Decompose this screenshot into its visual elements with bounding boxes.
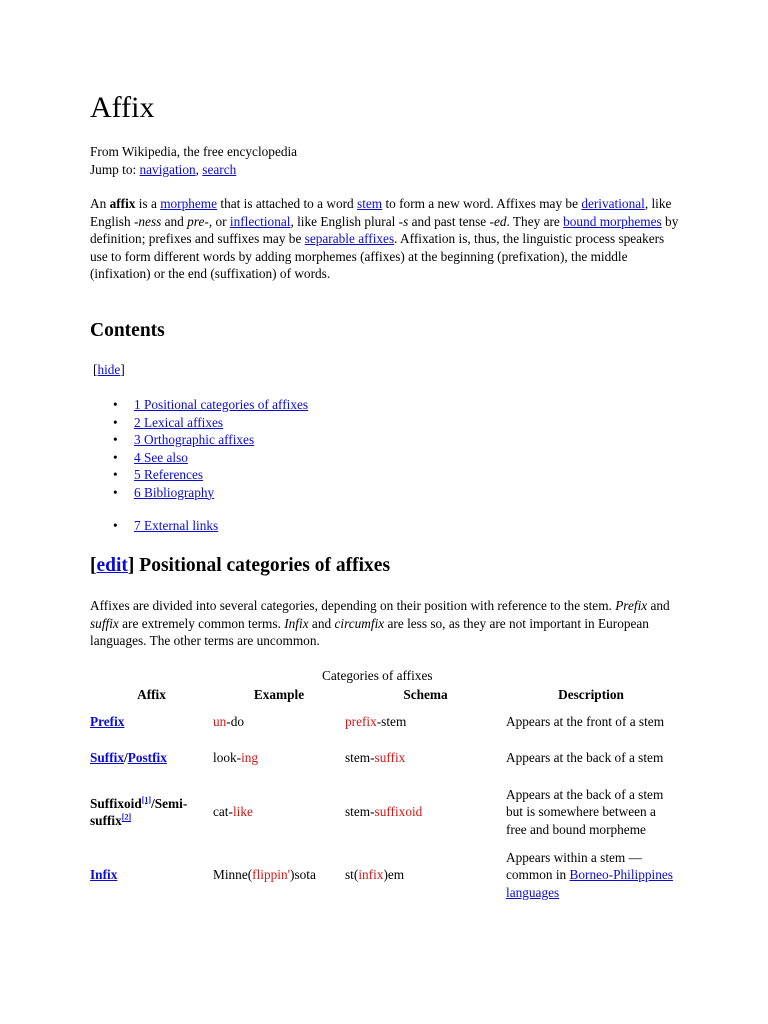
- example-cell: [213, 704, 345, 740]
- italic-term: suffix: [90, 615, 119, 631]
- italic-term: circumfix: [334, 615, 385, 631]
- jump-links: [90, 161, 297, 179]
- highlight: suffixoid: [374, 804, 423, 820]
- intro-paragraph: [90, 195, 680, 283]
- example-cell: [213, 848, 345, 902]
- toc-link-lexical[interactable]: 2 Lexical affixes: [134, 414, 224, 430]
- schema-cell: [345, 740, 506, 776]
- text: cat-: [213, 804, 233, 820]
- affix-cell: [90, 740, 213, 776]
- table-row: [90, 848, 676, 902]
- edit-link[interactable]: edit: [96, 555, 128, 576]
- section-heading: [90, 553, 390, 579]
- text: Appears within a stem — common in: [506, 849, 642, 883]
- italic-term: Infix: [284, 615, 309, 631]
- toc-link-see-also[interactable]: 4 See also: [134, 449, 188, 465]
- toc-item: [90, 466, 308, 484]
- text: look-: [213, 750, 242, 766]
- description-cell: Appears at the back of a stem: [506, 750, 664, 766]
- toc-item: [90, 517, 218, 535]
- col-header-description: Description: [558, 686, 624, 702]
- text: and past tense: [408, 213, 490, 229]
- section-paragraph: [90, 597, 680, 650]
- description-cell: Appears at the back of a stem but is somewhere between a free and bound morpheme: [506, 786, 664, 837]
- text: is a: [135, 196, 161, 211]
- jump-label: Jump to:: [90, 161, 140, 177]
- col-header-schema: Schema: [403, 686, 448, 702]
- text: Suffixoid: [90, 795, 142, 811]
- example-cell: [213, 776, 345, 848]
- text: and: [161, 213, 188, 229]
- italic-term: -ness: [133, 213, 162, 229]
- bracket: ]: [127, 555, 135, 576]
- toc-item: [90, 396, 308, 414]
- text: and: [308, 615, 335, 631]
- schema-cell: [345, 776, 506, 848]
- hide-link[interactable]: hide: [97, 362, 121, 377]
- text: are less so, as they are not important in European languages. The other terms are uncommon.: [90, 615, 649, 648]
- text: , like English: [90, 196, 672, 229]
- inflectional-link[interactable]: inflectional: [229, 213, 291, 229]
- toc-item: [90, 449, 308, 467]
- toc-link-positional[interactable]: 1 Positional categories of affixes: [134, 397, 309, 412]
- highlight: un: [213, 714, 227, 730]
- derivational-link[interactable]: derivational: [581, 196, 645, 211]
- bracket: [: [90, 555, 97, 576]
- highlight: ing: [241, 750, 259, 766]
- text: st(: [345, 867, 359, 883]
- toc-item: [90, 484, 308, 502]
- text: /Semi-suffix: [90, 795, 188, 828]
- table-row: [90, 740, 676, 776]
- text: An: [90, 196, 110, 211]
- text: . They are: [506, 213, 564, 229]
- navigation-link[interactable]: navigation: [139, 161, 196, 177]
- toc-list-extra: [90, 517, 218, 535]
- ref-link-2[interactable]: [2]: [121, 812, 132, 822]
- affix-cell: [90, 704, 213, 740]
- postfix-link[interactable]: Postfix: [127, 750, 167, 766]
- highlight: infix: [358, 867, 384, 883]
- ref-link-1[interactable]: [1]: [141, 795, 152, 805]
- infix-link[interactable]: Infix: [90, 867, 118, 883]
- subtitle-block: [90, 143, 297, 178]
- page-title: Affix: [90, 91, 155, 124]
- toc-item: [90, 414, 308, 432]
- description-cell: Appears at the front of a stem: [506, 714, 665, 730]
- highlight: prefix: [345, 714, 377, 730]
- toc-list: [90, 396, 308, 501]
- toc-toggle: [93, 361, 125, 379]
- toc-link-bibliography[interactable]: 6 Bibliography: [134, 484, 215, 500]
- highlight: flippin': [252, 867, 291, 883]
- text: by definition; prefixes and suffixes may be: [90, 213, 679, 246]
- text: -stem: [376, 714, 407, 730]
- bound-morphemes-link[interactable]: bound morphemes: [563, 213, 662, 229]
- italic-term: -s: [398, 213, 409, 229]
- toc-link-orthographic[interactable]: 3 Orthographic affixes: [134, 432, 255, 447]
- text: stem-: [345, 804, 375, 820]
- text: and: [647, 598, 670, 613]
- schema-cell: [345, 848, 506, 902]
- search-link[interactable]: search: [202, 161, 237, 177]
- stem-link[interactable]: stem: [357, 196, 383, 211]
- text: , or: [208, 213, 230, 229]
- affix-cell: [90, 848, 213, 902]
- toc-item: [90, 431, 308, 449]
- bracket: ]: [120, 362, 125, 377]
- borneo-philippines-link[interactable]: Borneo-Philippines languages: [506, 867, 673, 900]
- table-row: [90, 704, 676, 740]
- col-header-affix: Affix: [137, 686, 166, 702]
- description-cell: [506, 848, 676, 902]
- italic-term: pre-: [187, 213, 209, 229]
- text: )em: [383, 867, 405, 883]
- toc-link-references[interactable]: 5 References: [134, 467, 204, 482]
- text: . Affixation is, thus, the linguistic process speakers use to form different words by adding morphemes (affixes) at the beginning (prefixation), the middle (infixation) or the end (suffixation) of words.: [90, 231, 665, 281]
- table-header-row: [90, 685, 676, 704]
- col-header-example: Example: [253, 686, 305, 702]
- separator: /: [124, 750, 128, 766]
- affix-cell: [90, 776, 213, 848]
- text: that is attached to a word: [217, 196, 358, 211]
- affix-table: [90, 685, 676, 902]
- morpheme-link[interactable]: morpheme: [160, 196, 218, 211]
- suffix-link[interactable]: Suffix: [90, 750, 124, 766]
- separable-affixes-link[interactable]: separable affixes: [304, 231, 395, 246]
- italic-term: Prefix: [615, 598, 648, 613]
- text: , like English plural: [290, 213, 399, 229]
- bold-term: affix: [109, 196, 136, 211]
- table-caption: Categories of affixes: [322, 668, 433, 683]
- schema-cell: [345, 704, 506, 740]
- section-title: Positional categories of affixes: [134, 555, 391, 576]
- toc-link-external[interactable]: 7 External links: [134, 518, 219, 533]
- highlight: like: [232, 804, 253, 820]
- prefix-link[interactable]: Prefix: [90, 714, 125, 730]
- bracket: [: [93, 362, 98, 377]
- contents-heading: Contents: [90, 320, 165, 341]
- highlight: suffix: [374, 750, 406, 766]
- jump-separator: ,: [195, 161, 203, 177]
- italic-term: -ed: [489, 213, 507, 229]
- text: -do: [226, 714, 245, 730]
- example-cell: [213, 740, 345, 776]
- text: )sota: [290, 867, 316, 883]
- text: Minne(: [213, 867, 253, 883]
- text: to form a new word. Affixes may be: [382, 196, 582, 211]
- text: are extremely common terms.: [118, 615, 285, 631]
- text: stem-: [345, 750, 375, 766]
- text: Affixes are divided into several categories, depending on their position with reference to the stem.: [90, 598, 616, 613]
- table-row: [90, 776, 676, 848]
- site-subtitle: From Wikipedia, the free encyclopedia: [90, 144, 298, 159]
